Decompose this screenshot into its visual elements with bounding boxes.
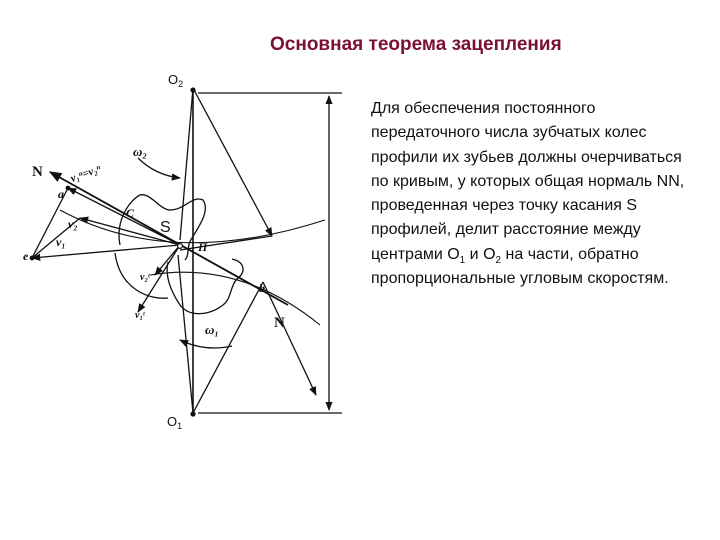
label-b: b xyxy=(259,281,265,295)
label-omega1: ω₁ xyxy=(205,322,219,337)
label-o1: $O_1$ xyxy=(167,414,183,431)
velocity-vectors xyxy=(32,188,180,312)
label-e: e xyxy=(23,249,29,263)
label-o2: $O_2$ xyxy=(168,72,184,89)
point-s xyxy=(178,244,183,249)
page-title: Основная теорема зацепления xyxy=(270,34,562,55)
label-n-left: N xyxy=(32,164,43,180)
label-vt-mid: v₂ᵗ xyxy=(140,272,150,283)
label-n-right: N xyxy=(274,315,285,331)
label-v1: v₁ xyxy=(56,235,66,249)
theorem-text: Для обеспечения постоянного передаточного числа зубчатых колес профили их зубьев должны очерчиваться по кривым, у которых общая нормаль NN, проведенная через точку касания S профилей, делит расстояние между центрами $O_1$ и $O_2$ на части, обратно пропорциональные угловым скоростям. xyxy=(371,100,685,288)
tooth-profiles xyxy=(115,195,243,314)
point-e xyxy=(30,256,35,261)
point-o2 xyxy=(190,87,195,92)
label-vt-low: v₁ᵗ xyxy=(135,310,145,321)
label-omega2: ω₂ xyxy=(133,144,147,159)
label-v2: v₂ xyxy=(68,217,78,231)
label-vk: v₁ⁿ=v₂ⁿ xyxy=(68,162,103,185)
point-a xyxy=(66,186,71,191)
label-s: S xyxy=(160,219,171,236)
point-o1 xyxy=(190,411,195,416)
label-c: C xyxy=(126,206,135,220)
label-p: П xyxy=(198,240,208,254)
gear-meshing-diagram xyxy=(20,60,360,450)
label-a: a xyxy=(58,187,64,201)
center-distance-dimension xyxy=(198,93,342,413)
